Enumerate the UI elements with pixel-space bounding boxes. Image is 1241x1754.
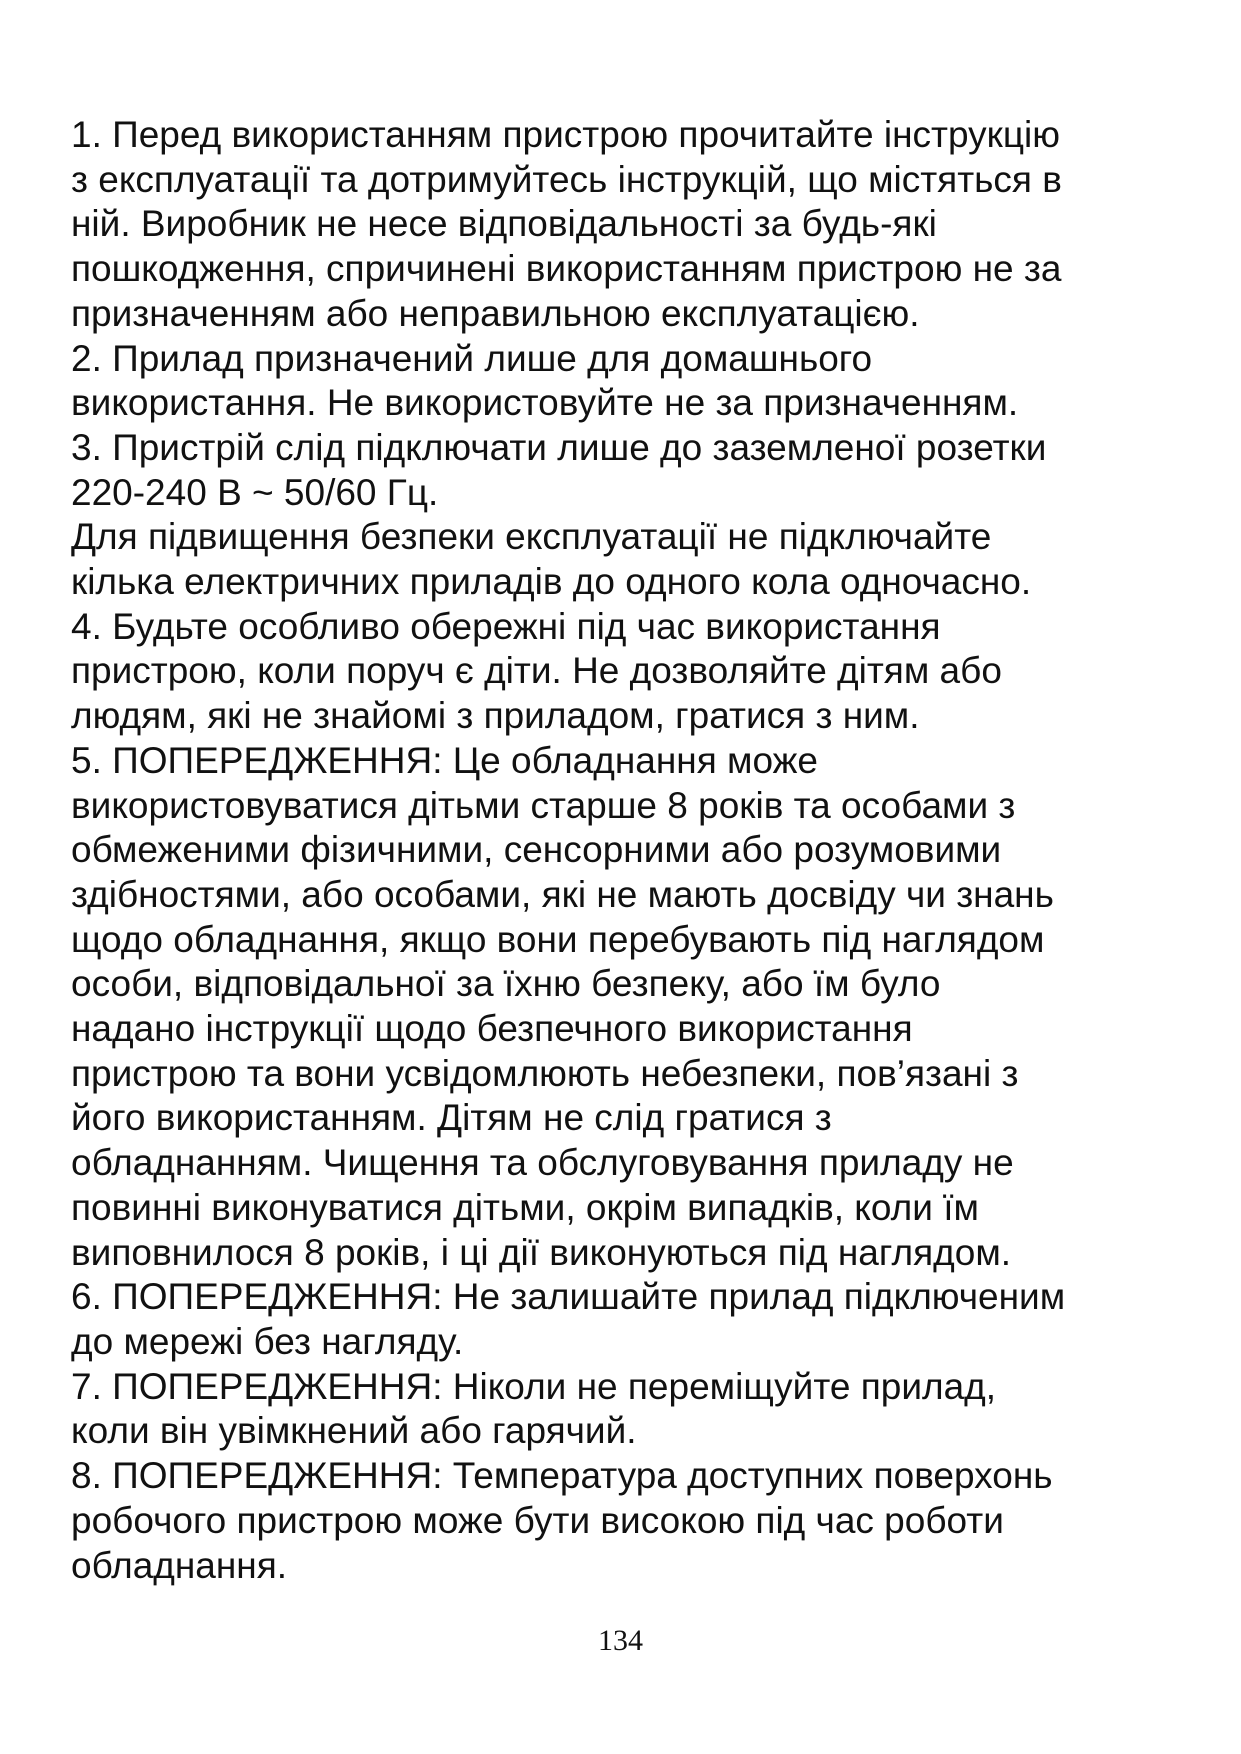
- text-line: пристрою, коли поруч є діти. Не дозволяйте дітям або: [71, 650, 1002, 692]
- text-line: пристрою та вони усвідомлюють небезпеки, пов’язані з: [71, 1052, 1019, 1094]
- text-line: 6. ПОПЕРЕДЖЕННЯ: Не залишайте прилад підключеним: [71, 1276, 1066, 1318]
- text-line: кілька електричних приладів до одного кола одночасно.: [71, 561, 1032, 603]
- text-line: до мережі без нагляду.: [71, 1320, 464, 1362]
- text-line: обладнання.: [71, 1544, 288, 1586]
- text-line: особи, відповідальної за їхню безпеку, або їм було: [71, 963, 941, 1005]
- text-line: 5. ПОПЕРЕДЖЕННЯ: Це обладнання може: [71, 739, 818, 781]
- text-line: 2. Прилад призначений лише для домашнього: [71, 337, 873, 379]
- text-line: надано інструкції щодо безпечного використання: [71, 1008, 913, 1050]
- text-line: пошкодження, спричинені використанням пристрою не за: [71, 248, 1062, 290]
- text-line: ній. Виробник не несе відповідальності за будь-які: [71, 203, 937, 245]
- text-line: 4. Будьте особливо обережні під час використання: [71, 605, 941, 647]
- text-line: здібностями, або особами, які не мають досвіду чи знань: [71, 873, 1054, 915]
- text-line: 220-240 В ~ 50/60 Гц.: [71, 471, 439, 513]
- text-line: його використанням. Дітям не слід гратися з: [71, 1097, 832, 1139]
- text-line: 3. Пристрій слід підключати лише до заземленої розетки: [71, 426, 1047, 468]
- text-line: Для підвищення безпеки експлуатації не підключайте: [71, 516, 992, 558]
- text-line: виповнилося 8 років, і ці дії виконуються під наглядом.: [71, 1231, 1012, 1273]
- text-line: обладнанням. Чищення та обслуговування приладу не: [71, 1142, 1014, 1184]
- text-line: використовуватися дітьми старше 8 років та особами з: [71, 784, 1016, 826]
- text-line: 8. ПОПЕРЕДЖЕННЯ: Температура доступних поверхонь: [71, 1455, 1053, 1497]
- text-line: 7. ПОПЕРЕДЖЕННЯ: Ніколи не переміщуйте прилад,: [71, 1365, 997, 1407]
- text-line: повинні виконуватися дітьми, окрім випадків, коли їм: [71, 1186, 979, 1228]
- text-line: використання. Не використовуйте не за призначенням.: [71, 382, 1019, 424]
- text-line: людям, які не знайомі з приладом, гратися з ним.: [71, 695, 920, 737]
- text-line: щодо обладнання, якщо вони перебувають під наглядом: [71, 918, 1045, 960]
- text-line: робочого пристрою може бути високою під час роботи: [71, 1499, 1004, 1541]
- text-line: з експлуатації та дотримуйтесь інструкцій, що містяться в: [71, 158, 1062, 200]
- page-number: 134: [598, 1624, 643, 1657]
- text-line: коли він увімкнений або гарячий.: [71, 1410, 637, 1452]
- text-line: призначенням або неправильною експлуатацією.: [71, 292, 920, 334]
- text-line: обмеженими фізичними, сенсорними або розумовими: [71, 829, 1002, 871]
- safety-instructions-text: [71, 113, 1181, 1588]
- text-line: 1. Перед використанням пристрою прочитайте інструкцію: [71, 114, 1061, 155]
